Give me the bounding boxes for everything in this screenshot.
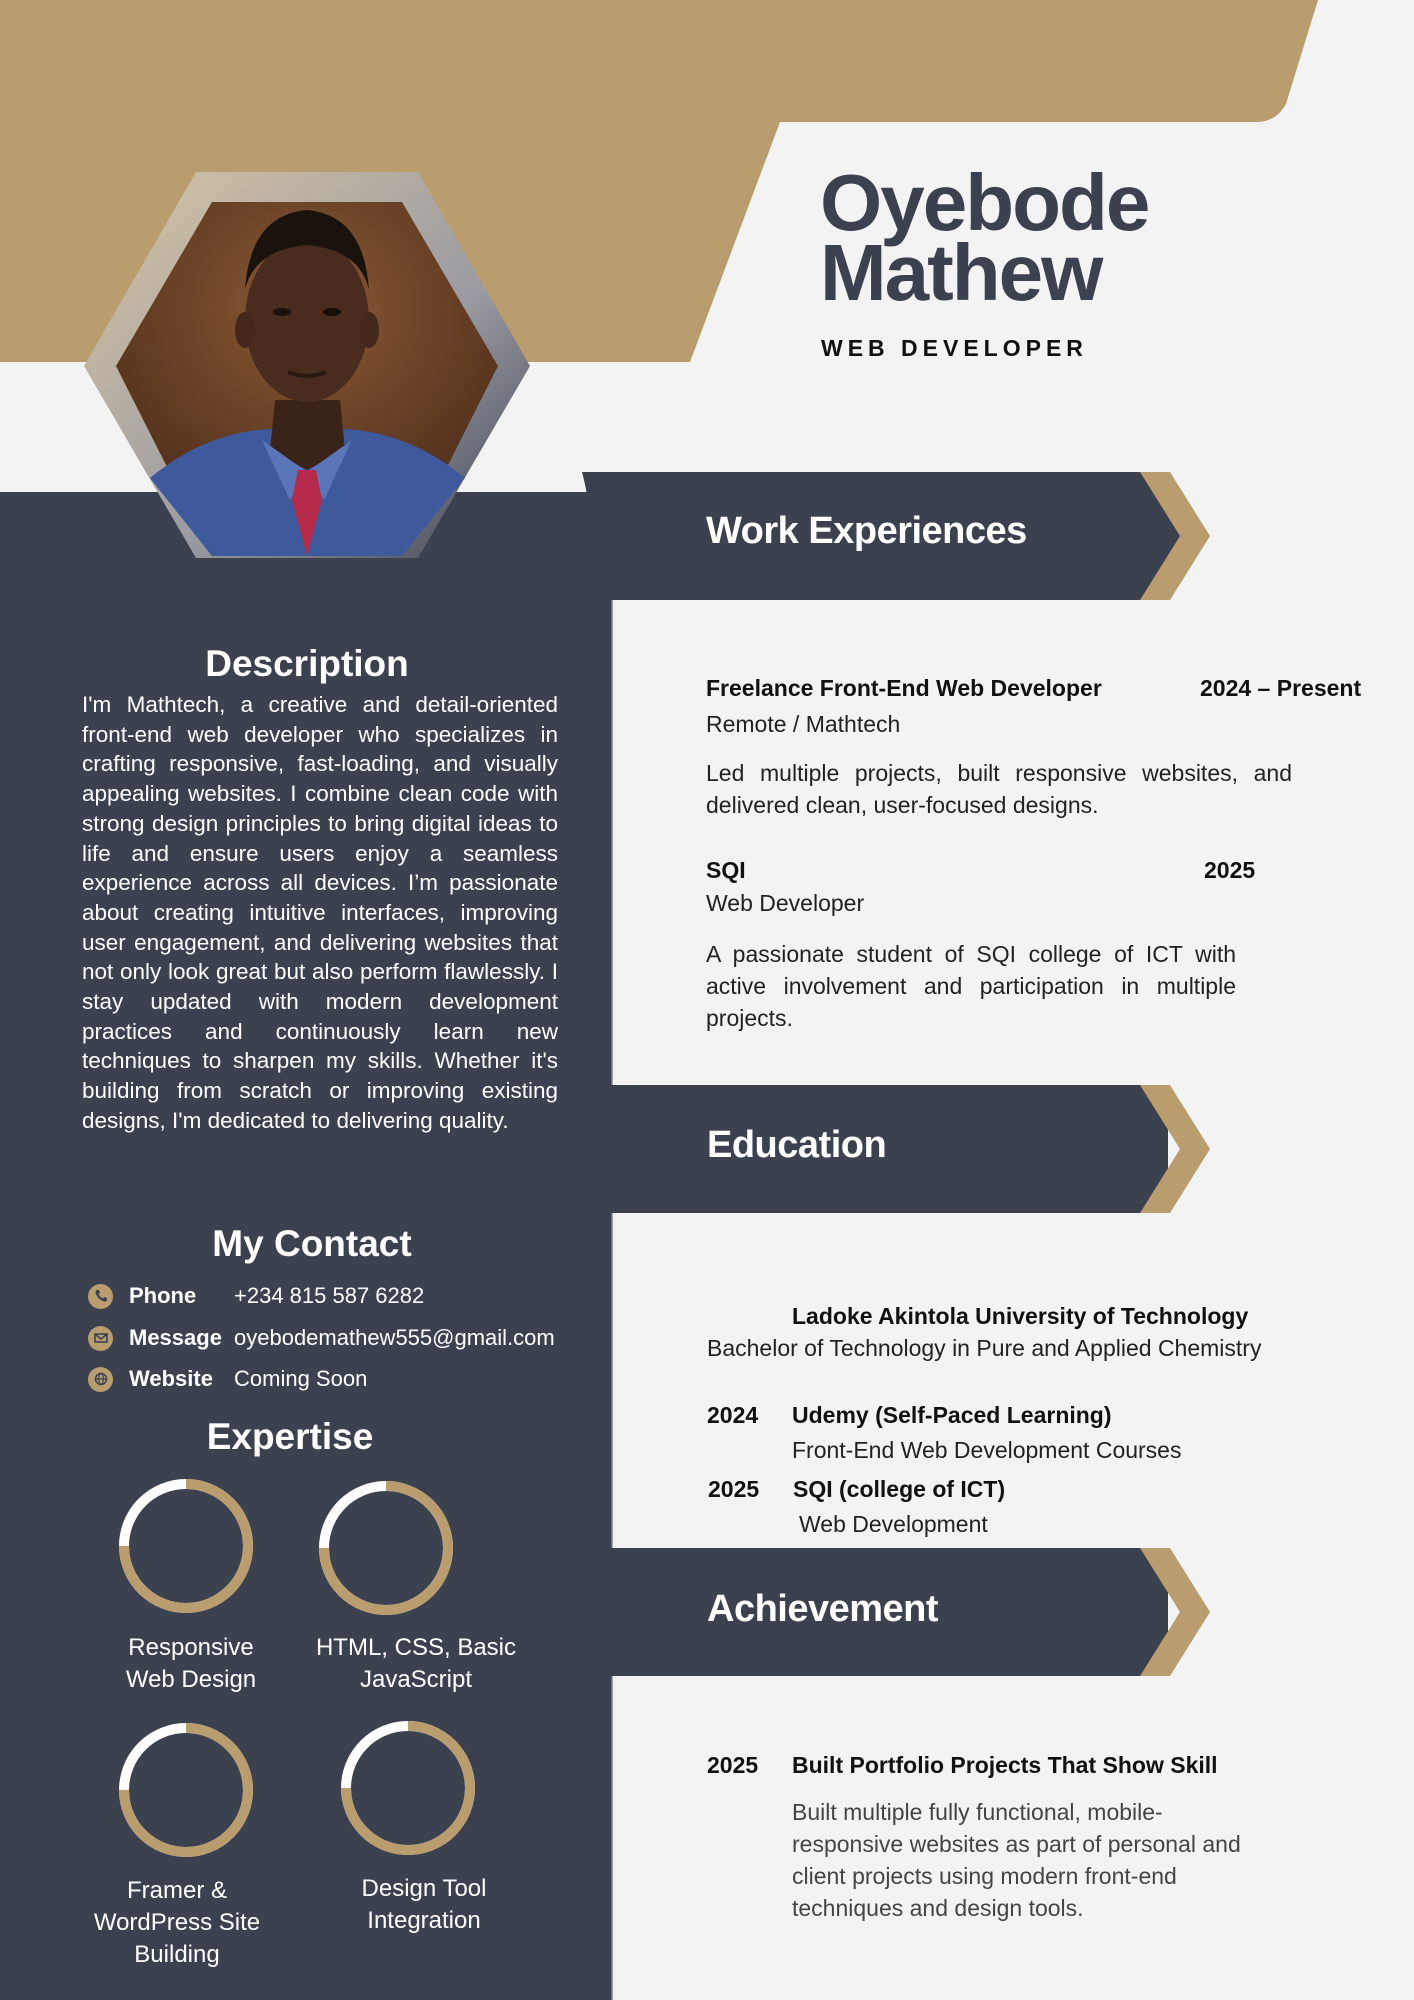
job-description: Led multiple projects, built responsive websites, and delivered clean, user-focused designs. xyxy=(706,760,1292,818)
job-date: 2025 xyxy=(1204,857,1256,883)
work-title: Work Experiences xyxy=(706,510,1027,552)
edu-course: Web Development xyxy=(799,1511,988,1537)
job-description: A passionate student of SQI college of ICT with active involvement and participation in multiple projects. xyxy=(706,941,1236,1031)
achievement-text: Built multiple fully functional, mobile-responsive websites as part of personal and client projects using modern front-end techniques and design tools. xyxy=(792,1799,1241,1921)
contact-title: My Contact xyxy=(212,1223,412,1264)
email-value[interactable]: oyebodemathew555@gmail.com xyxy=(234,1325,555,1350)
full-name xyxy=(820,158,1149,317)
contact-label: Message xyxy=(129,1325,222,1350)
description-text: I'm Mathtech, a creative and detail-oriented front-end web developer who specializes in crafting responsive, fast-loading, and visually appealing websites. I combine clean code with strong design principles to bring digital ideas to life and ensure users enjoy a seamless experience across all devices. I’m passionate about creating intuitive interfaces, improving user engagement, and delivering websites that not only look great but also perform flawlessly. I stay updated with modern development practices and continuously learn new techniques to sharpen my skills. Whether it's building from scratch or improving existing designs, I'm dedicated to delivering quality. xyxy=(82,692,558,1133)
contact-phone xyxy=(88,1280,424,1312)
skill-ring xyxy=(124,1484,248,1608)
phone-value[interactable]: +234 815 587 6282 xyxy=(234,1283,425,1308)
edu-course: Front-End Web Development Courses xyxy=(792,1437,1182,1463)
education-banner xyxy=(612,1085,1168,1213)
education-title: Education xyxy=(707,1124,887,1166)
description-title: Description xyxy=(205,643,409,684)
contact-email xyxy=(88,1322,555,1354)
degree: Bachelor of Technology in Pure and Applied Chemistry xyxy=(707,1335,1262,1361)
achievement-year: 2025 xyxy=(707,1752,759,1778)
first-name: Oyebode xyxy=(820,158,1149,247)
mail-icon xyxy=(88,1326,113,1351)
phone-icon xyxy=(88,1284,113,1309)
contact-website xyxy=(88,1363,367,1395)
edu-year: 2025 xyxy=(708,1476,760,1502)
skill-label: Design Tool Integration xyxy=(361,1875,487,1934)
job-subtitle: Remote / Mathtech xyxy=(706,711,901,737)
website-value[interactable]: Coming Soon xyxy=(234,1366,368,1391)
job-date: 2024 – Present xyxy=(1200,675,1362,701)
globe-icon xyxy=(88,1367,113,1392)
achievement-heading: Built Portfolio Projects That Show Skill xyxy=(792,1752,1218,1778)
edu-year: 2024 xyxy=(707,1402,759,1428)
job-title: Freelance Front-End Web Developer xyxy=(706,675,1102,701)
job-subtitle: Web Developer xyxy=(706,890,865,916)
edu-school: SQI (college of ICT) xyxy=(793,1476,1006,1502)
edu-school: Udemy (Self-Paced Learning) xyxy=(792,1402,1112,1428)
university-name: Ladoke Akintola University of Technology xyxy=(792,1303,1249,1329)
skill-label: Responsive Web Design xyxy=(125,1634,257,1693)
contact-label: Website xyxy=(129,1366,213,1391)
job-role: WEB DEVELOPER xyxy=(821,335,1088,361)
skill-label: Framer & WordPress Site Building xyxy=(93,1877,261,1968)
contact-label: Phone xyxy=(129,1283,197,1308)
skill-ring xyxy=(324,1486,448,1610)
skill-label: HTML, CSS, Basic JavaScript xyxy=(315,1634,517,1693)
job-title: SQI xyxy=(706,857,746,883)
last-name: Mathew xyxy=(820,228,1102,317)
skill-ring xyxy=(124,1728,248,1852)
skill-ring xyxy=(346,1726,470,1850)
achievement-title: Achievement xyxy=(707,1588,939,1630)
expertise-title: Expertise xyxy=(206,1416,374,1457)
